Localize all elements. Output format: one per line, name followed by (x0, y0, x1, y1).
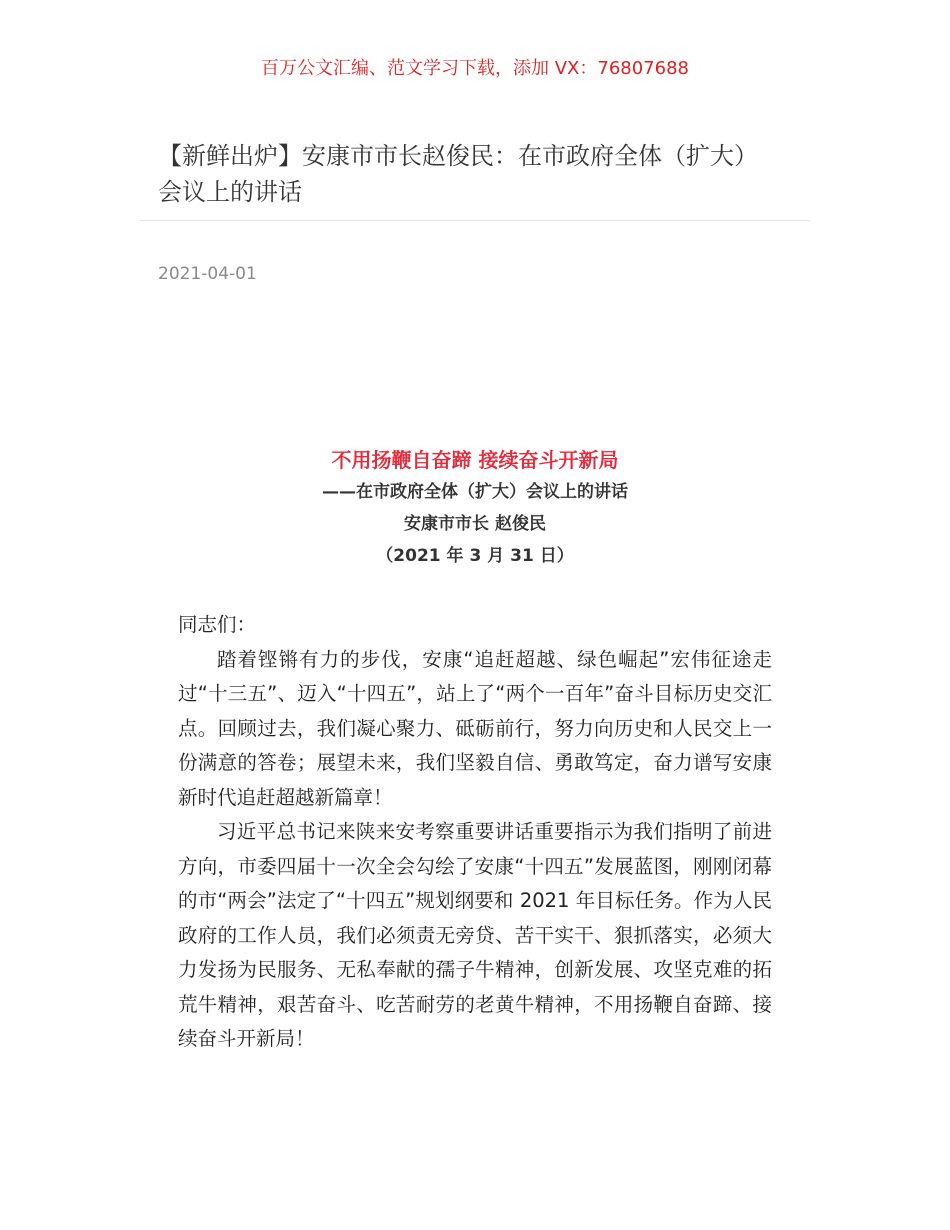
speech-body (178, 608, 772, 1057)
promo-banner: 百万公文汇编、范文学习下载，添加 VX：76807688 (261, 58, 689, 79)
speech-date: （2021 年 3 月 31 日） (376, 546, 574, 566)
article-date: 2021-04-01 (158, 264, 257, 284)
article-title: 【新鲜出炉】安康市市长赵俊民：在市政府全体（扩大）会议上的讲话 (158, 142, 758, 206)
paragraph: 习近平总书记来陕来安考察重要讲话重要指示为我们指明了前进方向，市委四届十一次全会勾绘了安康“十四五”发展蓝图，刚刚闭幕的市“两会”法定了“十四五”规划纲要和 2021 年目标任务。作为人民政府的工作人员，我们必须责无旁贷、苦干实干、狠抓落实，必须大力发扬为民服务、无私奉献的孺子牛精神，创新发展、攻坚克难的拓荒牛精神，艰苦奋斗、吃苦耐劳的老黄牛精神，不用扬鞭自奋蹄、接续奋斗开新局！ (178, 820, 772, 1050)
speech-author: 安康市市长 赵俊民 (404, 514, 546, 534)
paragraph: 踏着铿锵有力的步伐，安康“追赶超越、绿色崛起”宏伟征途走过“十三五”、迈入“十四五”，站上了“两个一百年”奋斗目标历史交汇点。回顾过去，我们凝心聚力、砥砺前行，努力向历史和人民交上一份满意的答卷；展望未来，我们坚毅自信、勇敢笃定，奋力谱写安康新时代追赶超越新篇章！ (178, 647, 772, 809)
speech-title: 不用扬鞭自奋蹄 接续奋斗开新局 (331, 448, 619, 472)
speech-subtitle: ——在市政府全体（扩大）会议上的讲话 (322, 482, 628, 502)
salutation: 同志们： (178, 613, 257, 636)
speech-heading (0, 444, 950, 572)
title-divider (140, 220, 810, 221)
